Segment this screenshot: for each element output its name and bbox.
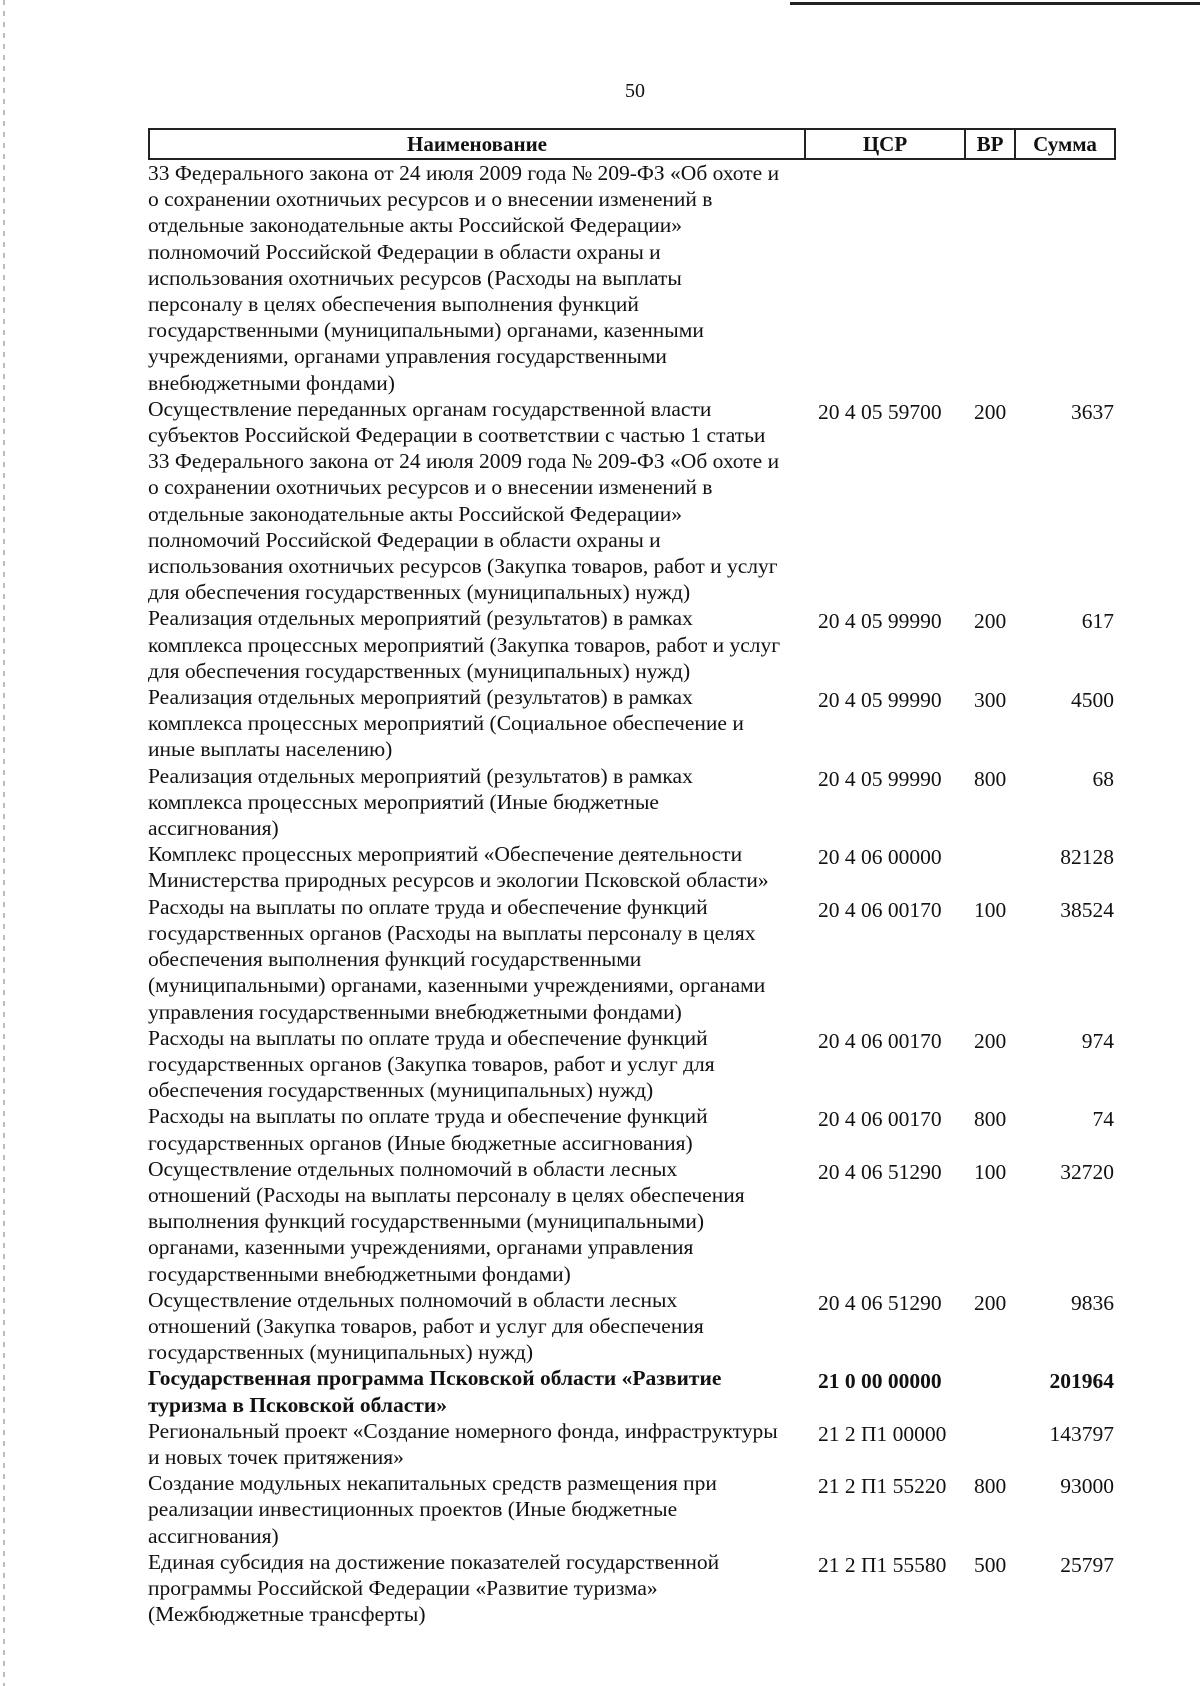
- cell-vr: 200: [974, 1028, 1007, 1053]
- cell-name-line: иные выплаты населению): [148, 737, 393, 762]
- cell-name: [148, 1287, 804, 1366]
- cell-name-line: органами, казенными учреждениями, органами управления: [148, 1235, 694, 1260]
- cell-sum: 25797: [1060, 1552, 1114, 1577]
- cell-csr: 20 4 06 51290: [818, 1159, 942, 1184]
- table-row: [148, 684, 1116, 763]
- cell-name-line: выполнения функций государственными (муниципальными): [148, 1209, 705, 1234]
- cell-name-line: реализации инвестиционных проектов (Иные бюджетные: [148, 1497, 678, 1522]
- cell-vr: [964, 841, 1014, 893]
- cell-vr: [964, 1365, 1014, 1417]
- header-name: Наименование: [150, 130, 806, 158]
- cell-csr: 20 4 06 00170: [818, 1107, 942, 1132]
- table-row: [148, 1025, 1116, 1104]
- cell-name-line: государственных органов (Расходы на выплаты персоналу в целях: [148, 920, 756, 945]
- cell-name-line: для обеспечения государственных (муниципальных) нужд): [148, 658, 691, 683]
- cell-name-line: учреждениями, органами управления государственными: [148, 344, 667, 369]
- cell-name-line: Создание модульных некапитальных средств размещения при: [148, 1471, 717, 1496]
- cell-name-line: для обеспечения государственных (муниципальных) нужд): [148, 580, 691, 605]
- cell-name-line: государственных органов (Закупка товаров, работ и услуг для: [148, 1051, 715, 1076]
- header-csr: ЦСР: [806, 130, 966, 158]
- table-row: [148, 1156, 1116, 1287]
- cell-name-line: обеспечения государственных (муниципальных) нужд): [148, 1078, 654, 1103]
- cell-vr: 500: [974, 1552, 1007, 1577]
- table-row: [148, 396, 1116, 606]
- cell-sum: 32720: [1060, 1159, 1114, 1184]
- cell-name-line: государственных (муниципальных) нужд): [148, 1340, 534, 1365]
- cell-name-line: полномочий Российской Федерации в области охраны и: [148, 527, 661, 552]
- cell-name-line: внебюджетными фондами): [148, 370, 395, 395]
- cell-name-line: Осуществление переданных органам государственной власти: [148, 396, 712, 421]
- cell-vr: 800: [974, 1474, 1007, 1499]
- header-sum: Сумма: [1033, 131, 1097, 156]
- cell-name-line: полномочий Российской Федерации в области охраны и: [148, 239, 661, 264]
- cell-name: [148, 1365, 804, 1417]
- cell-vr: 200: [974, 609, 1007, 634]
- cell-name: [148, 841, 804, 893]
- cell-name-line: ассигнования): [148, 1523, 279, 1548]
- cell-sum: [1014, 160, 1116, 396]
- cell-name: [148, 1549, 804, 1628]
- cell-name-line: отдельные законодательные акты Российской Федерации»: [148, 213, 683, 238]
- cell-name-line: субъектов Российской Федерации в соответствии с частью 1 статьи: [148, 423, 766, 448]
- table-row: [148, 763, 1116, 842]
- cell-name-line: Осуществление отдельных полномочий в области лесных: [148, 1156, 678, 1181]
- cell-csr: 20 4 06 00170: [818, 897, 942, 922]
- cell-name-line: Расходы на выплаты по оплате труда и обеспечение функций: [148, 894, 708, 919]
- cell-name: [148, 1103, 804, 1155]
- cell-name-line: (Межбюджетные трансферты): [148, 1602, 426, 1627]
- cell-name-line: Государственная программа Псковской области «Развитие: [148, 1366, 722, 1391]
- cell-name-line: комплекса процессных мероприятий (Закупка товаров, работ и услуг: [148, 632, 781, 657]
- cell-name-line: программы Российской Федерации «Развитие туризма»: [148, 1575, 658, 1600]
- cell-csr: [804, 160, 964, 396]
- cell-name-line: Комплекс процессных мероприятий «Обеспечение деятельности: [148, 842, 743, 867]
- cell-name: [148, 763, 804, 842]
- cell-name: [148, 605, 804, 684]
- cell-name-line: государственных органов (Иные бюджетные ассигнования): [148, 1130, 693, 1155]
- cell-name-line: (муниципальными) органами, казенными учреждениями, органами: [148, 973, 766, 998]
- cell-sum: 68: [1092, 766, 1114, 791]
- scan-top-rule: [790, 2, 1200, 5]
- cell-sum: 93000: [1060, 1474, 1114, 1499]
- cell-name: [148, 1025, 804, 1104]
- cell-name-line: Министерства природных ресурсов и экологии Псковской области»: [148, 868, 769, 893]
- table-row: [148, 1470, 1116, 1549]
- cell-name-line: и новых точек притяжения»: [148, 1444, 404, 1469]
- cell-sum: 74: [1092, 1107, 1114, 1132]
- cell-csr: 21 2 П1 00000: [818, 1421, 947, 1446]
- cell-name-line: комплекса процессных мероприятий (Социальное обеспечение и: [148, 711, 744, 736]
- table-row: [148, 841, 1116, 893]
- cell-sum: 3637: [1071, 399, 1114, 424]
- cell-csr: 20 4 05 99990: [818, 609, 942, 634]
- budget-table: [148, 128, 1116, 1627]
- cell-csr: 20 4 06 00000: [818, 845, 942, 870]
- cell-name-line: использования охотничьих ресурсов (Закупка товаров, работ и услуг: [148, 554, 778, 579]
- cell-name-line: отношений (Расходы на выплаты персоналу в целях обеспечения: [148, 1182, 745, 1207]
- page-number: 50: [625, 80, 645, 102]
- cell-name-line: туризма в Псковской области»: [148, 1392, 447, 1417]
- cell-vr: 200: [974, 399, 1007, 424]
- cell-name-line: персоналу в целях обеспечения выполнения функций: [148, 292, 639, 317]
- cell-name-line: Расходы на выплаты по оплате труда и обеспечение функций: [148, 1025, 708, 1050]
- cell-sum: 201964: [1049, 1369, 1114, 1394]
- cell-name-line: обеспечения выполнения функций государственными: [148, 947, 642, 972]
- cell-csr: 20 4 06 51290: [818, 1290, 942, 1315]
- cell-name: [148, 684, 804, 763]
- cell-csr: 21 2 П1 55580: [818, 1552, 947, 1577]
- cell-name-line: Реализация отдельных мероприятий (результатов) в рамках: [148, 606, 693, 631]
- table-row: [148, 1418, 1116, 1470]
- cell-name-line: о сохранении охотничьих ресурсов и о внесении изменений в: [148, 187, 713, 212]
- cell-name-line: Осуществление отдельных полномочий в области лесных: [148, 1287, 678, 1312]
- cell-name-line: 33 Федерального закона от 24 июля 2009 года № 209-ФЗ «Об охоте и: [148, 449, 780, 474]
- scan-left-edge: [3, 0, 5, 1686]
- table-row: [148, 1287, 1116, 1366]
- cell-sum: 974: [1081, 1028, 1114, 1053]
- cell-name: [148, 1418, 804, 1470]
- cell-name-line: государственными внебюджетными фондами): [148, 1261, 571, 1286]
- table-row: [148, 1549, 1116, 1628]
- cell-csr: 21 0 00 00000: [818, 1369, 942, 1394]
- cell-name-line: отдельные законодательные акты Российской Федерации»: [148, 501, 683, 526]
- table-body: [148, 160, 1116, 1627]
- cell-name-line: управления государственными внебюджетными фондами): [148, 999, 682, 1024]
- cell-name-line: Единая субсидия на достижение показателей государственной: [148, 1549, 720, 1574]
- cell-name-line: отношений (Закупка товаров, работ и услуг для обеспечения: [148, 1313, 704, 1338]
- cell-sum: 82128: [1060, 845, 1114, 870]
- cell-name-line: Расходы на выплаты по оплате труда и обеспечение функций: [148, 1104, 708, 1129]
- cell-name-line: Региональный проект «Создание номерного фонда, инфраструктуры: [148, 1418, 778, 1443]
- table-row: [148, 160, 1116, 396]
- cell-vr: 300: [974, 688, 1007, 713]
- cell-name: [148, 396, 804, 606]
- table-header: [148, 128, 1116, 160]
- cell-name-line: Реализация отдельных мероприятий (результатов) в рамках: [148, 685, 693, 710]
- table-row: [148, 1365, 1116, 1417]
- cell-sum: 38524: [1060, 897, 1114, 922]
- cell-vr: 200: [974, 1290, 1007, 1315]
- cell-csr: 21 2 П1 55220: [818, 1474, 947, 1499]
- table-row: [148, 1103, 1116, 1155]
- cell-name-line: государственными (муниципальными) органами, казенными: [148, 318, 704, 343]
- cell-name-line: комплекса процессных мероприятий (Иные бюджетные: [148, 789, 659, 814]
- cell-csr: 20 4 05 99990: [818, 766, 942, 791]
- cell-vr: [964, 160, 1014, 396]
- cell-sum: 143797: [1049, 1421, 1114, 1446]
- cell-vr: 800: [974, 766, 1007, 791]
- cell-sum: 617: [1081, 609, 1114, 634]
- cell-csr: 20 4 05 59700: [818, 399, 942, 424]
- table-row: [148, 894, 1116, 1025]
- cell-name-line: ассигнования): [148, 816, 279, 841]
- cell-vr: [964, 1418, 1014, 1470]
- cell-name: [148, 1470, 804, 1549]
- cell-sum: 9836: [1071, 1290, 1114, 1315]
- cell-name-line: о сохранении охотничьих ресурсов и о внесении изменений в: [148, 475, 713, 500]
- cell-name-line: использования охотничьих ресурсов (Расходы на выплаты: [148, 265, 682, 290]
- cell-csr: 20 4 06 00170: [818, 1028, 942, 1053]
- cell-name: [148, 160, 804, 396]
- table-row: [148, 605, 1116, 684]
- cell-csr: 20 4 05 99990: [818, 688, 942, 713]
- cell-vr: 100: [974, 1159, 1007, 1184]
- cell-sum: 4500: [1071, 688, 1114, 713]
- header-vr: ВР: [966, 130, 1016, 158]
- cell-name: [148, 1156, 804, 1287]
- cell-vr: 800: [974, 1107, 1007, 1132]
- cell-vr: 100: [974, 897, 1007, 922]
- cell-name-line: 33 Федерального закона от 24 июля 2009 года № 209-ФЗ «Об охоте и: [148, 161, 780, 185]
- cell-name: [148, 894, 804, 1025]
- cell-name-line: Реализация отдельных мероприятий (результатов) в рамках: [148, 763, 693, 788]
